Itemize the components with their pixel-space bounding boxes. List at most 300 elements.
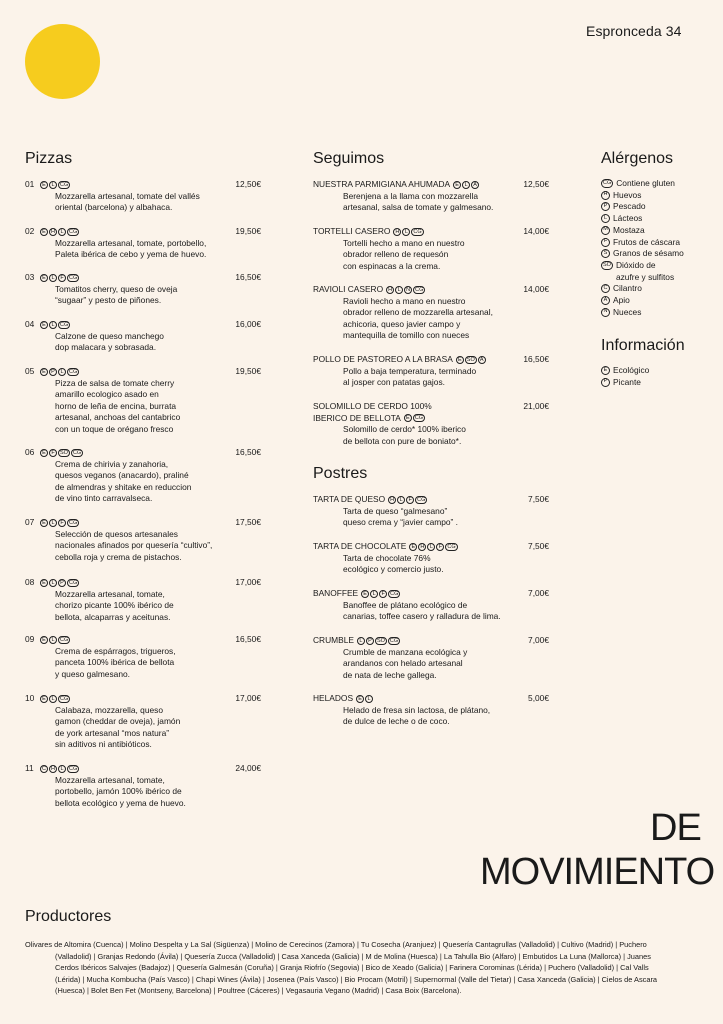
dish-name: RAVIOLI CASERO bbox=[313, 284, 384, 294]
allergen-badge: L bbox=[49, 636, 57, 644]
informacion-heading: Información bbox=[601, 337, 685, 354]
allergen-badges bbox=[40, 274, 79, 282]
pizza-description bbox=[25, 191, 261, 214]
legend-label-line: Huevos bbox=[613, 189, 642, 200]
dish-price: 14,00€ bbox=[523, 284, 549, 294]
dish-price: 7,00€ bbox=[528, 588, 549, 598]
allergen-badges bbox=[357, 637, 400, 645]
legend-label-line: Contiene gluten bbox=[616, 178, 675, 188]
pizza-item bbox=[25, 693, 261, 751]
productores-line: (Huesca) | Bolet Ben Fet (Montseny, Barcelona) | Poultree (Cáceres) | Vegasauria Vegano (Madrid) | Casa Boix (Barcelona). bbox=[55, 986, 462, 996]
dish-name: BANOFFEE bbox=[313, 588, 359, 598]
pizza-price: 17,50€ bbox=[235, 517, 261, 527]
description-line: Mozzarella artesanal, tomate del vallés bbox=[55, 190, 200, 201]
allergen-badge: L bbox=[427, 543, 435, 551]
description-line: Tortelli hecho a mano en nuestro bbox=[343, 237, 465, 248]
dish-name: NUESTRA PARMIGIANA AHUMADA bbox=[313, 179, 451, 189]
dish-name: IBERICO DE BELLOTA bbox=[313, 412, 401, 423]
description-line: dop malacara y sobrasada. bbox=[55, 342, 157, 352]
pizza-description bbox=[25, 238, 261, 261]
pizza-header bbox=[25, 272, 261, 284]
allergen-badges bbox=[409, 543, 457, 551]
allergen-legend-item bbox=[601, 283, 716, 295]
description-line: Tarta de queso “galmesano” bbox=[343, 505, 448, 516]
pizza-number: 06 bbox=[25, 447, 35, 457]
legend-label-line: Lácteos bbox=[613, 213, 643, 224]
pizza-header bbox=[25, 763, 261, 775]
legend-label bbox=[613, 225, 645, 237]
allergen-badges bbox=[453, 181, 479, 189]
postre-item bbox=[313, 494, 549, 529]
allergen-badge: L bbox=[402, 228, 410, 236]
description-line: Tarta de chocolate 76% bbox=[343, 552, 431, 563]
allergen-badges bbox=[404, 414, 425, 422]
dish-price: 5,00€ bbox=[528, 693, 549, 703]
allergen-code-badge: P bbox=[601, 378, 610, 387]
allergen-badge: E bbox=[356, 695, 364, 703]
allergen-badge: H bbox=[386, 286, 394, 294]
allergen-badges bbox=[393, 228, 423, 236]
allergen-legend bbox=[601, 178, 716, 318]
allergen-code-badge: L bbox=[601, 214, 610, 223]
restaurant-address: Espronceda 34 bbox=[586, 23, 682, 39]
allergen-badge: L bbox=[49, 519, 57, 527]
allergen-legend-item bbox=[601, 213, 716, 225]
description-line: Tomatitos cherry, queso de oveja bbox=[55, 283, 178, 294]
allergen-badge: F bbox=[436, 543, 444, 551]
pizza-description bbox=[25, 529, 261, 564]
allergen-badge: F bbox=[379, 590, 387, 598]
allergen-badge: CG bbox=[69, 765, 78, 772]
allergen-badge: H bbox=[388, 496, 396, 504]
pizza-price: 19,50€ bbox=[235, 226, 261, 236]
dish-price: 21,00€ bbox=[523, 401, 549, 411]
productores-line: (Valladolid) | Granjas Redondo (Ávila) | Quesería Zucca (Valladolid) | Casa Xanceda (Galicia) | M de Molina (Huesca) | La Tahulla Bio (Alfaro) | Embutidos La Luna (Mallorca) | Juanes bbox=[55, 951, 651, 961]
allergen-badge: L bbox=[58, 765, 66, 773]
dish-description bbox=[313, 705, 549, 728]
description-line: y queso galmesano. bbox=[55, 668, 130, 679]
description-line: panceta 100% ibérica de bellota bbox=[55, 657, 175, 667]
allergen-legend-item bbox=[601, 237, 716, 249]
description-line: artesanal, anchoas del cantabrico bbox=[55, 412, 181, 422]
pizza-item bbox=[25, 366, 261, 435]
description-line: obrador relleno de mozzarella artesanal, bbox=[343, 307, 493, 317]
description-line: de bellota con pure de boniato*. bbox=[343, 435, 462, 446]
dish-header bbox=[313, 284, 549, 296]
description-line: cebolla roja y crema de pistachos. bbox=[55, 551, 182, 562]
pizza-item bbox=[25, 517, 261, 563]
allergen-badge: P bbox=[366, 637, 374, 645]
allergen-code-badge: E bbox=[601, 366, 610, 375]
info-legend-item bbox=[601, 365, 716, 377]
allergen-badge: SO bbox=[376, 637, 385, 644]
pizza-number: 02 bbox=[25, 226, 35, 236]
allergen-badges bbox=[40, 181, 70, 189]
productores-heading: Productores bbox=[25, 908, 112, 925]
allergen-badge: CG bbox=[389, 637, 399, 644]
seguimos-item bbox=[313, 354, 549, 389]
legend-label bbox=[613, 201, 646, 213]
dish-name: SOLOMILLO DE CERDO 100% bbox=[313, 401, 432, 411]
description-line: ecológico y comercio justo. bbox=[343, 564, 444, 574]
dish-name: TARTA DE CHOCOLATE bbox=[313, 541, 407, 551]
dish-header bbox=[313, 413, 549, 425]
allergen-code-badge: SO bbox=[601, 261, 613, 270]
allergen-legend-item bbox=[601, 190, 716, 202]
allergen-badge: E bbox=[361, 590, 369, 598]
seguimos-item bbox=[313, 401, 549, 447]
pizza-description bbox=[25, 775, 261, 810]
allergen-badge: CG bbox=[415, 286, 424, 293]
allergen-legend-item bbox=[601, 260, 716, 283]
pizza-number: 09 bbox=[25, 634, 35, 644]
description-line: gamon (cheddar de oveja), jamón bbox=[55, 716, 181, 726]
legend-label-line: Cilantro bbox=[613, 283, 642, 294]
description-line: bellota, alcaparras y aceitunas. bbox=[55, 611, 171, 622]
dish-header bbox=[313, 179, 549, 191]
description-line: Crema de chirivia y zanahoria, bbox=[55, 458, 169, 469]
description-line: de vino tinto carravalseca. bbox=[55, 493, 153, 503]
allergen-code-badge: F bbox=[601, 238, 610, 247]
dish-price: 16,50€ bbox=[523, 354, 549, 364]
description-line: Mozzarella artesanal, tomate, bbox=[55, 588, 165, 599]
description-line: Selección de quesos artesanales bbox=[55, 528, 178, 539]
legend-label bbox=[613, 365, 649, 377]
pizza-price: 16,50€ bbox=[235, 634, 261, 644]
allergen-badge: CG bbox=[72, 449, 82, 456]
allergen-badge: CG bbox=[60, 321, 69, 328]
postre-item bbox=[313, 635, 549, 681]
allergen-badge: CG bbox=[413, 228, 422, 235]
legend-label bbox=[616, 178, 675, 190]
description-line: queso crema y “javier campo” . bbox=[343, 517, 458, 527]
pizza-price: 16,50€ bbox=[235, 272, 261, 282]
pizza-item bbox=[25, 763, 261, 809]
pizza-number: 01 bbox=[25, 179, 35, 189]
productores-text bbox=[25, 939, 685, 997]
pizza-price: 16,00€ bbox=[235, 319, 261, 329]
legend-label bbox=[613, 377, 641, 389]
dish-description bbox=[313, 296, 549, 342]
alergenos-heading: Alérgenos bbox=[601, 150, 674, 167]
dish-price: 14,00€ bbox=[523, 226, 549, 236]
allergen-badge: CG bbox=[69, 519, 78, 526]
allergen-badge: A bbox=[478, 356, 486, 364]
allergen-badges bbox=[40, 579, 79, 587]
productores-line: Olivares de Altomira (Cuenca) | Molino Despelta y La Sal (Sigüenza) | Molino de Cerecinos (Zamora) | Tu Cosecha (Aranjuez) | Quesería Cantagrullas (Valladolid) | Cultivo (Madrid) | Puchero bbox=[25, 940, 647, 949]
dish-header bbox=[313, 541, 549, 553]
allergen-badge: L bbox=[49, 579, 57, 587]
postres-heading: Postres bbox=[313, 465, 368, 482]
pizza-header bbox=[25, 634, 261, 646]
dish-price: 7,50€ bbox=[528, 541, 549, 551]
pizza-price: 17,00€ bbox=[235, 693, 261, 703]
allergen-code-badge: N bbox=[601, 308, 610, 317]
allergen-badge: F bbox=[49, 449, 57, 457]
allergen-badge: CG bbox=[60, 181, 69, 188]
legend-label bbox=[613, 307, 641, 319]
pizza-number: 08 bbox=[25, 577, 35, 587]
allergen-code-badge: M bbox=[601, 226, 610, 235]
description-line: chorizo picante 100% ibérico de bbox=[55, 600, 174, 610]
dish-name: TORTELLI CASERO bbox=[313, 226, 391, 236]
allergen-legend-item bbox=[601, 178, 716, 190]
dish-name: POLLO DE PASTOREO A LA BRASA bbox=[313, 354, 453, 364]
pizza-number: 10 bbox=[25, 693, 35, 703]
dish-price: 7,00€ bbox=[528, 635, 549, 645]
seguimos-item bbox=[313, 226, 549, 272]
allergen-badge: CG bbox=[69, 274, 78, 281]
pizza-number: 04 bbox=[25, 319, 35, 329]
dish-description bbox=[313, 191, 549, 214]
legend-label-line: Picante bbox=[613, 376, 641, 387]
dish-header bbox=[313, 635, 549, 647]
description-line: Helado de fresa sin lactosa, de plátano, bbox=[343, 704, 491, 715]
pizza-description bbox=[25, 284, 261, 307]
pizza-header bbox=[25, 179, 261, 191]
description-line: Pollo a baja temperatura, terminado bbox=[343, 365, 477, 376]
description-line: Mozzarella artesanal, tomate, portobello, bbox=[55, 237, 207, 248]
dish-header bbox=[313, 354, 549, 366]
allergen-badge: L bbox=[462, 181, 470, 189]
allergen-badge: E bbox=[40, 449, 48, 457]
allergen-legend-item bbox=[601, 225, 716, 237]
pizza-header bbox=[25, 366, 261, 378]
info-legend-item bbox=[601, 377, 716, 389]
allergen-legend-item bbox=[601, 201, 716, 213]
pizza-item bbox=[25, 634, 261, 680]
pizza-description bbox=[25, 331, 261, 354]
allergen-badge: CG bbox=[69, 579, 78, 586]
allergen-badge: CG bbox=[390, 590, 399, 597]
allergen-badge: P bbox=[58, 579, 66, 587]
seguimos-heading: Seguimos bbox=[313, 150, 385, 167]
description-line: artesanal, salsa de tomate y galmesano. bbox=[343, 202, 494, 212]
allergen-badge: L bbox=[49, 274, 57, 282]
postre-item bbox=[313, 541, 549, 576]
dish-header bbox=[313, 693, 549, 705]
brand-de: DE bbox=[650, 807, 701, 849]
pizza-item bbox=[25, 226, 261, 261]
allergen-badge: E bbox=[40, 274, 48, 282]
pizzas-heading: Pizzas bbox=[25, 150, 73, 167]
dish-name: TARTA DE QUESO bbox=[313, 494, 386, 504]
allergen-badge: L bbox=[49, 321, 57, 329]
allergen-badge: H bbox=[49, 765, 57, 773]
description-line: Solomillo de cerdo* 100% iberico bbox=[343, 424, 466, 434]
pizza-price: 16,50€ bbox=[235, 447, 261, 457]
allergen-badge: N bbox=[404, 286, 412, 294]
allergen-badge: L bbox=[49, 181, 57, 189]
allergen-badge: E bbox=[456, 356, 464, 364]
pizza-header bbox=[25, 517, 261, 529]
allergen-legend-item bbox=[601, 307, 716, 319]
description-line: mantequilla de tomillo con nueces bbox=[343, 330, 470, 340]
allergen-badges bbox=[40, 228, 79, 236]
productores-line: Cerdos Ibéricos Salvajes (Badajoz) | Quesería Galmesán (Coruña) | Granja Riofrío (Segovia) | Bico de Xeado (Galicia) | Farinera Corominas (Lérida) | Puchero (Valladolid) | Cal Valls bbox=[55, 963, 649, 973]
allergen-code-badge: S bbox=[601, 249, 610, 258]
dish-description bbox=[313, 600, 549, 623]
legend-label-line: Mostaza bbox=[613, 224, 645, 235]
pizza-item bbox=[25, 179, 261, 214]
allergen-badges bbox=[40, 695, 70, 703]
pizza-description bbox=[25, 378, 261, 436]
allergen-badge: E bbox=[409, 543, 417, 551]
allergen-badge: C bbox=[40, 765, 48, 773]
pizza-header bbox=[25, 226, 261, 238]
allergen-badge: E bbox=[40, 636, 48, 644]
pizza-description bbox=[25, 589, 261, 624]
description-line: “sugaar” y pesto de piñones. bbox=[55, 295, 162, 305]
allergen-badge: L bbox=[58, 228, 66, 236]
description-line: oriental (barcelona) y albahaca. bbox=[55, 202, 173, 212]
allergen-badge: E bbox=[40, 368, 48, 376]
pizza-item bbox=[25, 447, 261, 505]
pizza-item bbox=[25, 272, 261, 307]
description-line: con espinacas a la crema. bbox=[343, 260, 441, 271]
legend-label-line: Frutos de cáscara bbox=[613, 236, 681, 247]
dish-header bbox=[313, 588, 549, 600]
legend-label bbox=[613, 213, 642, 225]
dish-description bbox=[313, 366, 549, 389]
seguimos-item bbox=[313, 179, 549, 214]
pizza-number: 11 bbox=[25, 763, 34, 773]
allergen-badge: CG bbox=[60, 636, 69, 643]
allergen-badges bbox=[40, 519, 79, 527]
description-line: de nata de leche gallega. bbox=[343, 669, 437, 680]
allergen-badge: L bbox=[357, 637, 365, 645]
pizza-header bbox=[25, 447, 261, 459]
pizza-header bbox=[25, 577, 261, 589]
allergen-badge: L bbox=[365, 695, 373, 703]
allergen-badges bbox=[40, 321, 70, 329]
allergen-code-badge: A bbox=[601, 296, 610, 305]
description-line: portobello, jamón 100% ibérico de bbox=[55, 786, 182, 796]
productores-line: (Lérida) | Mucha Kombucha (País Vasco) | Chapi Wines (Ávila) | Josenea (País Vasco) | Bio Procam (Motril) | Supernormal (Valle del Tietar) | Casa Xanceda (Galicia) | Cielos de Ascara bbox=[55, 974, 658, 984]
pizza-number: 07 bbox=[25, 517, 35, 527]
pizza-price: 12,50€ bbox=[235, 179, 261, 189]
allergen-badge: CG bbox=[69, 368, 78, 375]
allergen-badge: A bbox=[471, 181, 479, 189]
description-line: horno de leña de encina, burrata bbox=[55, 400, 177, 411]
pizza-header bbox=[25, 319, 261, 331]
allergen-badge: L bbox=[397, 496, 405, 504]
dish-price: 7,50€ bbox=[528, 494, 549, 504]
allergen-badge: F bbox=[58, 519, 66, 527]
allergen-badge: SO bbox=[60, 449, 68, 456]
brand-movimiento: MOVIMIENTO bbox=[480, 851, 715, 893]
allergen-badge: CG bbox=[60, 695, 69, 702]
allergen-badge: SO bbox=[466, 356, 475, 363]
description-line: de york artesanal “mos natura” bbox=[55, 727, 170, 738]
legend-label bbox=[613, 237, 680, 249]
allergen-legend-item bbox=[601, 248, 716, 260]
allergen-badge: E bbox=[40, 519, 48, 527]
allergen-badge: CG bbox=[414, 415, 424, 422]
legend-label bbox=[613, 283, 642, 295]
allergen-badges bbox=[40, 368, 79, 376]
dish-description bbox=[313, 238, 549, 273]
allergen-badge: E bbox=[40, 579, 48, 587]
allergen-legend-item bbox=[601, 295, 716, 307]
pizza-price: 24,00€ bbox=[235, 763, 261, 773]
allergen-badge: E bbox=[40, 181, 48, 189]
description-line: Ravioli hecho a mano en nuestro bbox=[343, 295, 466, 306]
description-line: Mozzarella artesanal, tomate, bbox=[55, 774, 165, 785]
legend-label bbox=[613, 190, 641, 202]
pizza-description bbox=[25, 459, 261, 505]
dish-header bbox=[313, 401, 549, 413]
pizza-number: 03 bbox=[25, 272, 35, 282]
allergen-badges bbox=[456, 356, 486, 364]
allergen-badges bbox=[388, 496, 427, 504]
dish-description bbox=[313, 647, 549, 682]
allergen-badge: H bbox=[49, 228, 57, 236]
allergen-badge: L bbox=[370, 590, 378, 598]
legend-label bbox=[613, 248, 684, 260]
allergen-badge: E bbox=[40, 321, 48, 329]
dish-description bbox=[313, 424, 549, 447]
legend-label-line: Nueces bbox=[613, 306, 642, 317]
postre-item bbox=[313, 693, 549, 728]
allergen-code-badge: P bbox=[601, 202, 610, 211]
description-line: Pizza de salsa de tomate cherry bbox=[55, 377, 175, 388]
legend-label-line: azufre y sulfitos bbox=[615, 271, 675, 282]
dish-name: CRUMBLE bbox=[313, 635, 354, 645]
pizza-description bbox=[25, 646, 261, 681]
description-line: canarias, toffee casero y ralladura de lima. bbox=[343, 611, 501, 621]
yellow-circle-logo bbox=[25, 24, 100, 99]
description-line: obrador relleno de requesón bbox=[343, 249, 449, 259]
pizza-item bbox=[25, 319, 261, 354]
allergen-badges bbox=[361, 590, 400, 598]
description-line: sin aditivos ni antibióticos. bbox=[55, 739, 152, 749]
description-line: al josper con patatas gajos. bbox=[343, 377, 445, 387]
legend-label-line: Pescado bbox=[613, 201, 646, 212]
allergen-badge: E bbox=[40, 228, 48, 236]
description-line: achicoria, queso javier campo y bbox=[343, 318, 461, 329]
dish-price: 12,50€ bbox=[523, 179, 549, 189]
description-line: Banoffee de plátano ecológico de bbox=[343, 599, 468, 610]
allergen-badges bbox=[40, 449, 83, 457]
allergen-badges bbox=[386, 286, 425, 294]
info-legend bbox=[601, 365, 716, 388]
allergen-badge: E bbox=[40, 695, 48, 703]
allergen-code-badge: CG bbox=[601, 179, 613, 188]
allergen-badge: L bbox=[58, 368, 66, 376]
description-line: Berenjena a la llama con mozzarella bbox=[343, 190, 479, 201]
legend-label-line: Ecológico bbox=[613, 365, 650, 375]
pizza-price: 19,50€ bbox=[235, 366, 261, 376]
allergen-badges bbox=[356, 695, 373, 703]
description-line: de almendras y shitake en reduccion bbox=[55, 481, 192, 492]
postre-item bbox=[313, 588, 549, 623]
description-line: arandanos con helado artesanal bbox=[343, 658, 463, 668]
dish-header bbox=[313, 494, 549, 506]
description-line: amarillo ecologico asado en bbox=[55, 389, 159, 399]
allergen-badge: L bbox=[395, 286, 403, 294]
description-line: Paleta ibérica de cebo y yema de huevo. bbox=[55, 249, 207, 259]
allergen-badge: H bbox=[418, 543, 426, 551]
pizza-item bbox=[25, 577, 261, 623]
description-line: nacionales afinados por quesería “cultivo”, bbox=[55, 540, 213, 550]
description-line: Crema de espárragos, trigueros, bbox=[55, 645, 176, 656]
allergen-badge: CG bbox=[69, 228, 78, 235]
allergen-badge: H bbox=[393, 228, 401, 236]
allergen-badge: P bbox=[49, 368, 57, 376]
dish-name: HELADOS bbox=[313, 693, 354, 703]
allergen-badge: CG bbox=[417, 496, 426, 503]
